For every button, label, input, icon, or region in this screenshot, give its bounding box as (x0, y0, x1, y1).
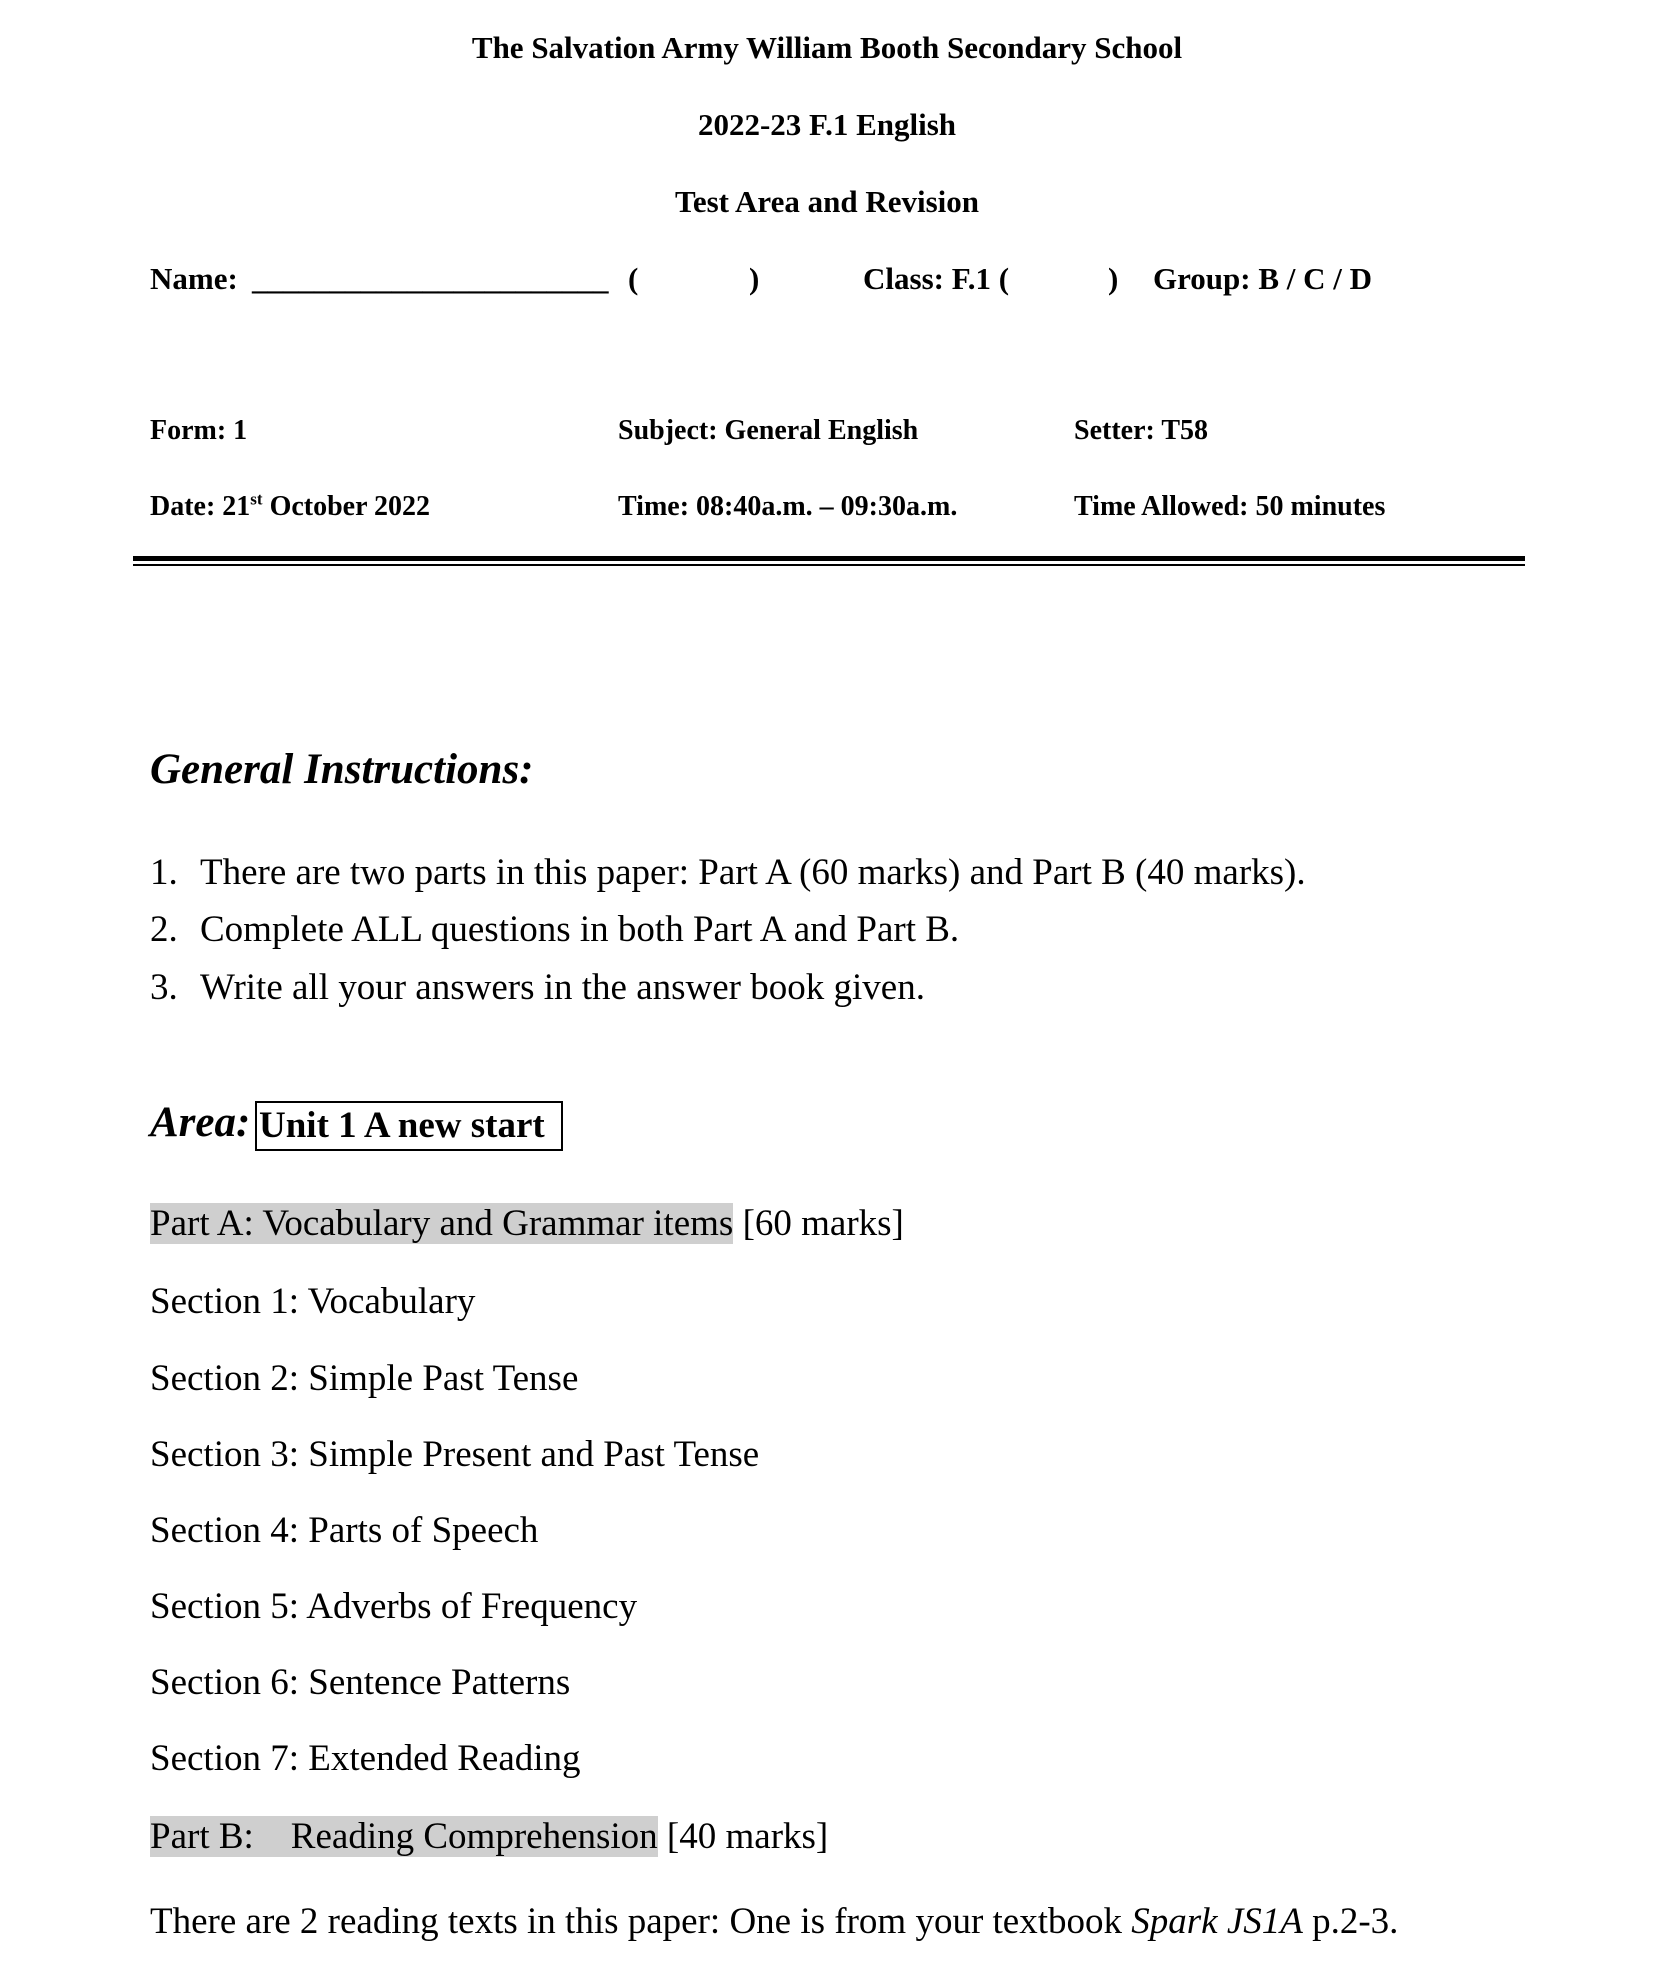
subject-label: Subject: General English (618, 415, 919, 446)
section-item: Section 5: Adverbs of Frequency (150, 1586, 638, 1627)
header-rule-thick (133, 556, 1525, 561)
instruction-item (150, 966, 925, 1009)
date-suffix: October 2022 (262, 491, 431, 522)
part-b-marks: [40 marks] (657, 1816, 829, 1857)
time-allowed-label: Time Allowed: 50 minutes (1074, 491, 1386, 522)
reading-note-suffix: p.2-3. (1302, 1901, 1399, 1942)
name-label: Name: (150, 261, 238, 296)
section-item: Section 4: Parts of Speech (150, 1510, 539, 1551)
instruction-item (150, 908, 959, 951)
section-item: Section 1: Vocabulary (150, 1281, 476, 1322)
index-paren-open: ( (628, 261, 639, 296)
area-unit-box: Unit 1 A new start (255, 1101, 563, 1151)
section-item: Section 3: Simple Present and Past Tense (150, 1434, 760, 1475)
section-item: Section 2: Simple Past Tense (150, 1358, 579, 1399)
part-a-title: Part A: Vocabulary and Grammar items (150, 1203, 734, 1244)
group-label: Group: B / C / D (1153, 261, 1373, 296)
school-name: The Salvation Army William Booth Secondary School (471, 30, 1183, 65)
year-subject: 2022-23 F.1 English (697, 107, 957, 142)
area-label: Area: (150, 1099, 251, 1146)
index-paren-close: ) (749, 261, 760, 296)
date-label (150, 491, 430, 523)
part-b-title: Part B: Reading Comprehension (150, 1816, 658, 1857)
date-superscript: st (250, 489, 263, 509)
instruction-item (150, 851, 1306, 894)
reading-texts-note (150, 1900, 1398, 1943)
part-a-marks: [60 marks] (733, 1203, 904, 1244)
date-prefix: Date: 21 (150, 491, 251, 522)
header-rule-thin (133, 564, 1525, 566)
form-label: Form: 1 (150, 415, 248, 446)
instruction-text: Complete ALL questions in both Part A and Part B. (200, 909, 960, 950)
document-title: Test Area and Revision (674, 184, 980, 219)
instruction-text: There are two parts in this paper: Part A (60 marks) and Part B (40 marks). (200, 852, 1306, 893)
class-label: Class: F.1 ( (863, 261, 1010, 296)
instructions-title: General Instructions: (150, 746, 534, 793)
reading-note-prefix: There are 2 reading texts in this paper: One is from your textbook (150, 1901, 1132, 1942)
part-b-heading (150, 1815, 828, 1858)
class-paren-close: ) (1108, 261, 1119, 296)
instruction-number: 1. (150, 852, 178, 893)
instruction-number: 3. (150, 967, 178, 1008)
name-blank: _______________________ (252, 261, 609, 296)
textbook-title: Spark JS1A (1131, 1901, 1303, 1942)
part-a-heading (150, 1202, 904, 1245)
instruction-text: Write all your answers in the answer book given. (200, 967, 925, 1008)
section-item: Section 6: Sentence Patterns (150, 1662, 571, 1703)
section-item: Section 7: Extended Reading (150, 1738, 581, 1779)
instruction-number: 2. (150, 909, 178, 950)
time-label: Time: 08:40a.m. – 09:30a.m. (618, 491, 958, 522)
setter-label: Setter: T58 (1074, 415, 1208, 446)
